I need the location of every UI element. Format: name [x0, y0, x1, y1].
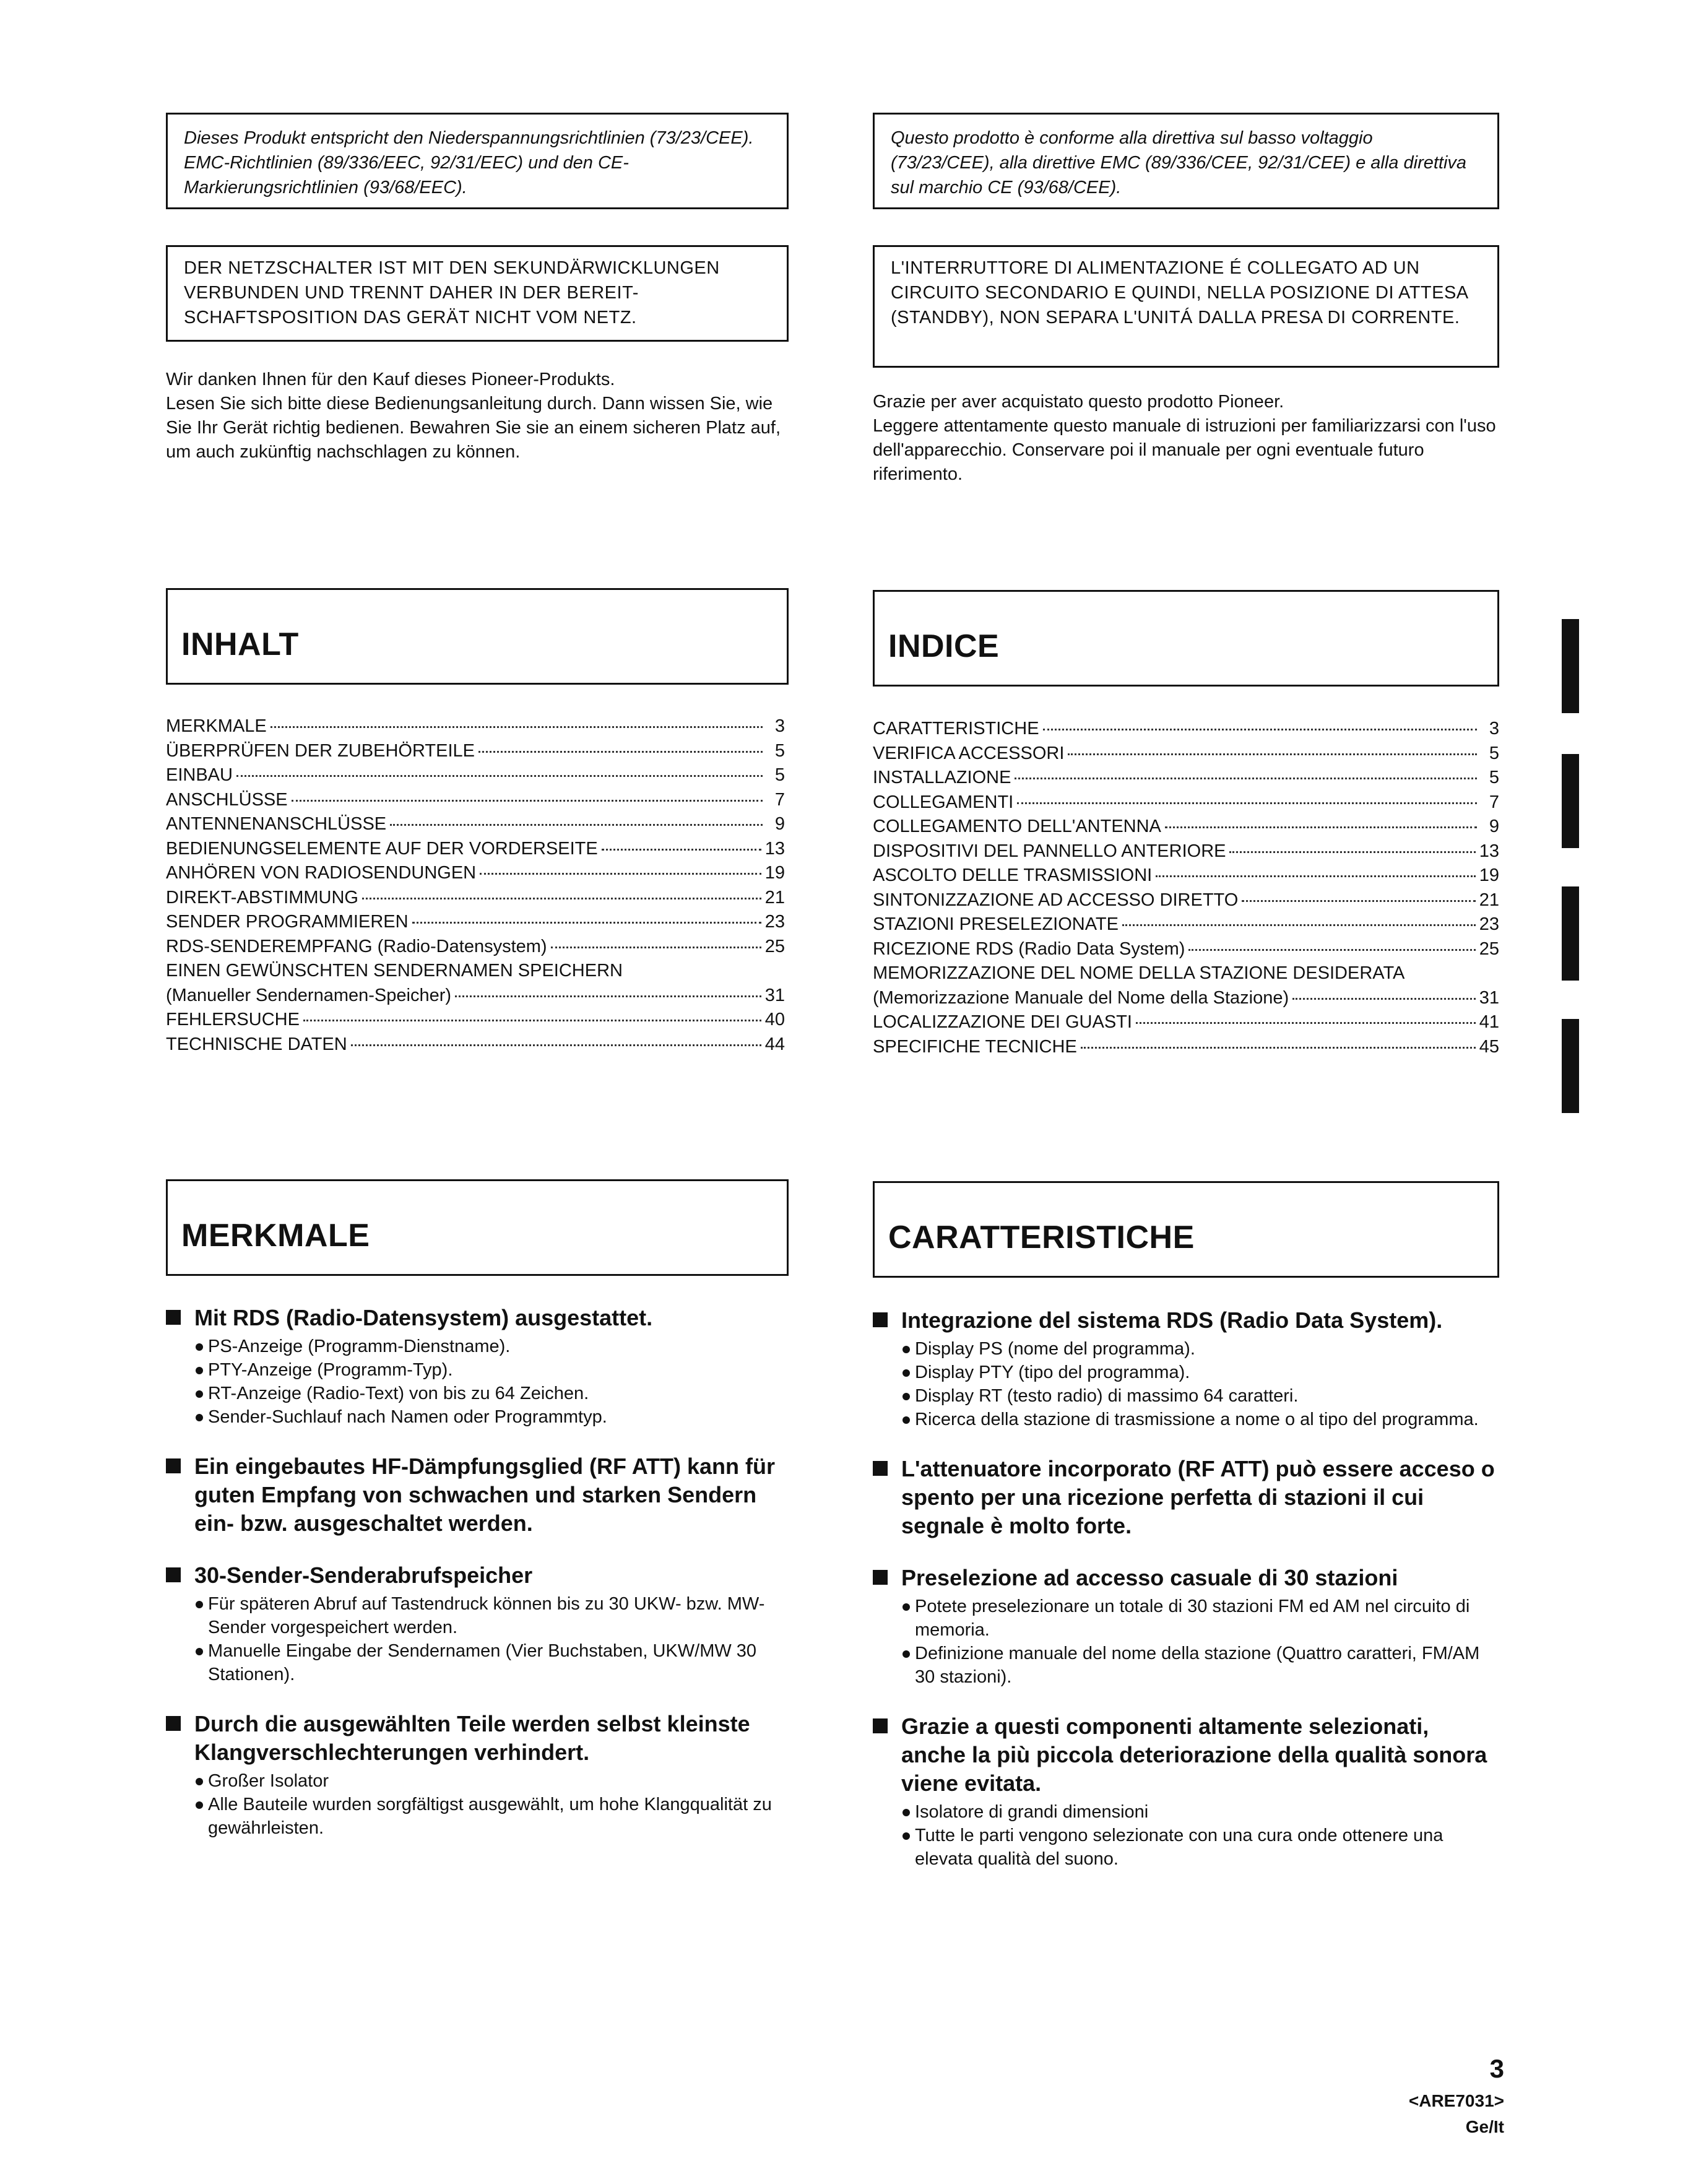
toc-entry-page: 13 — [1479, 841, 1499, 861]
feature-bullet: Alle Bauteile wurden sorgfältigst ausgewählt, um hohe Klangqualität zu gewährleisten. — [194, 1793, 789, 1840]
toc-entry[interactable] — [873, 766, 1499, 791]
feature-bullet: Großer Isolator — [194, 1769, 789, 1793]
language-tab-marker — [1562, 754, 1579, 848]
toc-entry-label: EINEN GEWÜNSCHTEN SENDERNAMEN SPEICHERN — [166, 961, 623, 981]
de-intro — [166, 368, 789, 464]
toc-entry[interactable] — [166, 910, 785, 935]
toc-entry[interactable] — [873, 791, 1499, 815]
feature-heading: Mit RDS (Radio-Datensystem) ausgestattet. — [194, 1305, 653, 1330]
toc-leader — [412, 922, 761, 924]
toc-entry-label: SENDER PROGRAMMIEREN — [166, 912, 409, 932]
feature-item — [166, 1452, 789, 1538]
toc-entry-label: INSTALLAZIONE — [873, 768, 1011, 787]
toc-entry-page: 7 — [774, 789, 785, 810]
toc-entry-page: 40 — [764, 1010, 785, 1029]
toc-leader — [1122, 924, 1476, 926]
feature-item — [873, 1455, 1499, 1540]
square-bullet-icon — [166, 1458, 181, 1473]
de-features-title: MERKMALE — [181, 1218, 370, 1254]
toc-entry[interactable] — [166, 984, 785, 1008]
it-features-heading-box — [873, 1181, 1499, 1278]
toc-entry-page: 25 — [1479, 938, 1499, 959]
square-bullet-icon — [166, 1310, 181, 1325]
toc-entry-label: DISPOSITIVI DEL PANNELLO ANTERIORE — [873, 841, 1226, 861]
feature-bullet: Definizione manuale del nome della stazione (Quattro caratteri, FM/AM 30 stazioni). — [901, 1642, 1499, 1689]
de-features-list — [166, 1304, 789, 1863]
toc-entry-page: 23 — [764, 912, 785, 932]
it-intro — [873, 390, 1499, 487]
toc-entry[interactable] — [873, 839, 1499, 864]
toc-entry-page: 9 — [1489, 817, 1499, 836]
toc-entry-page: 5 — [774, 740, 785, 761]
de-toc-heading-box — [166, 588, 789, 685]
toc-entry-label: SINTONIZZAZIONE AD ACCESSO DIRETTO — [873, 890, 1239, 910]
toc-entry-page: 45 — [1479, 1036, 1499, 1057]
toc-leader — [390, 824, 763, 826]
feature-bullet: Manuelle Eingabe der Sendernamen (Vier Buchstaben, UKW/MW 30 Stationen). — [194, 1639, 789, 1686]
feature-item — [873, 1306, 1499, 1431]
it-toc-heading-box — [873, 590, 1499, 687]
toc-leader — [1081, 1047, 1476, 1049]
toc-entry[interactable] — [166, 714, 785, 739]
toc-leader — [1188, 949, 1475, 951]
toc-entry-page: 41 — [1479, 1012, 1499, 1032]
it-compliance-notice — [873, 113, 1499, 209]
feature-item — [873, 1564, 1499, 1689]
square-bullet-icon — [873, 1312, 888, 1327]
it-toc-title: INDICE — [888, 628, 1000, 664]
toc-entry-page: 3 — [774, 716, 785, 736]
it-power-notice — [873, 245, 1499, 368]
feature-item — [166, 1561, 789, 1686]
it-features-list — [873, 1306, 1499, 1894]
feature-bullet: Für späteren Abruf auf Tastendruck können bis zu 30 UKW- bzw. MW-Sender vorgespeichert werden. — [194, 1592, 789, 1639]
language-tab-marker — [1562, 619, 1579, 713]
toc-entry-label: CARATTERISTICHE — [873, 719, 1039, 739]
toc-entry-label: FEHLERSUCHE — [166, 1010, 300, 1029]
feature-bullet: Isolatore di grandi dimensioni — [901, 1800, 1499, 1824]
feature-item — [166, 1304, 789, 1429]
toc-entry-page: 5 — [774, 765, 785, 785]
toc-entry-label: DIREKT-ABSTIMMUNG — [166, 887, 358, 908]
feature-bullet: Tutte le parti vengono selezionate con una cura onde ottenere una elevata qualità del suono. — [901, 1824, 1499, 1871]
toc-entry[interactable] — [166, 837, 785, 862]
toc-entry[interactable] — [873, 888, 1499, 913]
feature-heading: Preselezione ad accesso casuale di 30 stazioni — [901, 1565, 1398, 1590]
toc-leader — [1292, 998, 1476, 1000]
toc-entry[interactable] — [166, 886, 785, 911]
feature-item — [166, 1710, 789, 1840]
de-power-notice — [166, 245, 789, 342]
toc-entry-label: COLLEGAMENTI — [873, 792, 1014, 812]
toc-leader — [1136, 1022, 1476, 1024]
it-power-notice-text: L'INTERRUTTORE DI ALIMENTAZIONE É COLLEGATO AD UN CIRCUITO SECONDARIO E QUINDI, NELLA POSIZIONE DI ATTESA (STANDBY), NON SEPARA L'UNITÁ DALLA PRESA DI CORRENTE. — [891, 258, 1468, 327]
toc-entry-label: ASCOLTO DELLE TRASMISSIONI — [873, 865, 1153, 885]
it-intro-instructions: Leggere attentamente questo manuale di istruzioni per familiarizzarsi con l'uso dell'apparecchio. Conservare poi il manuale per ogni eventuale futuro riferimento. — [873, 416, 1496, 484]
de-intro-instructions: Lesen Sie sich bitte diese Bedienungsanleitung durch. Dann wissen Sie, wie Sie Ihr Gerät richtig bedienen. Bewahren Sie sie an einem sicheren Platz auf, um auch zukünftig nachschlagen zu können. — [166, 394, 781, 462]
toc-entry[interactable] — [166, 935, 785, 960]
toc-leader — [551, 947, 761, 948]
toc-leader — [480, 873, 761, 875]
toc-entry-page: 9 — [774, 814, 785, 834]
toc-entry-page: 7 — [1489, 792, 1499, 812]
toc-leader — [1017, 802, 1477, 804]
toc-entry-page: 19 — [1479, 865, 1499, 885]
toc-entry-label: SPECIFICHE TECNICHE — [873, 1036, 1077, 1057]
toc-leader — [1015, 778, 1477, 779]
toc-entry[interactable] — [873, 815, 1499, 839]
feature-heading: 30-Sender-Senderabrufspeicher — [194, 1562, 533, 1588]
toc-entry-label: ÜBERPRÜFEN DER ZUBEHÖRTEILE — [166, 740, 475, 761]
language-code: Ge/It — [1465, 2117, 1504, 2136]
toc-entry-label: ANSCHLÜSSE — [166, 789, 288, 810]
toc-entry — [873, 961, 1499, 986]
feature-heading: Durch die ausgewählten Teile werden selbst kleinste Klangverschlechterungen verhindert. — [194, 1711, 750, 1765]
de-toc-title: INHALT — [181, 626, 299, 662]
toc-entry-label: MEMORIZZAZIONE DEL NOME DELLA STAZIONE DESIDERATA — [873, 963, 1405, 983]
toc-entry[interactable] — [873, 912, 1499, 937]
de-compliance-notice — [166, 113, 789, 209]
toc-entry[interactable] — [873, 1035, 1499, 1060]
toc-entry[interactable] — [166, 812, 785, 837]
toc-entry-page: 21 — [764, 887, 785, 908]
toc-entry[interactable] — [873, 1010, 1499, 1035]
toc-entry-label: MERKMALE — [166, 716, 267, 736]
de-intro-thanks: Wir danken Ihnen für den Kauf dieses Pioneer-Produkts. — [166, 370, 615, 389]
feature-bullet: Potete preselezionare un totale di 30 stazioni FM ed AM nel circuito di memoria. — [901, 1595, 1499, 1642]
toc-leader — [1043, 729, 1477, 730]
toc-entry[interactable] — [166, 739, 785, 764]
toc-leader — [271, 726, 763, 728]
square-bullet-icon — [166, 1567, 181, 1582]
toc-entry-page: 31 — [764, 985, 785, 1005]
it-features-title: CARATTERISTICHE — [888, 1220, 1195, 1255]
toc-leader — [1242, 900, 1475, 902]
toc-entry[interactable] — [166, 861, 785, 886]
feature-bullet: Display PS (nome del programma). — [901, 1337, 1499, 1361]
document-code: <ARE7031> — [1408, 2091, 1504, 2110]
square-bullet-icon — [873, 1570, 888, 1585]
toc-entry-label: EINBAU — [166, 765, 233, 785]
it-compliance-text: Questo prodotto è conforme alla direttiva sul basso voltaggio (73/23/CEE), alla direttive EMC (89/336/CEE, 92/31/CEE) e alla direttiva sul marchio CE (93/68/CEE). — [891, 128, 1467, 197]
it-intro-thanks: Grazie per aver acquistato questo prodotto Pioneer. — [873, 392, 1284, 412]
toc-entry-page: 5 — [1489, 743, 1499, 763]
toc-leader — [1229, 851, 1475, 853]
toc-entry-page: 44 — [764, 1034, 785, 1054]
feature-bullet: Sender-Suchlauf nach Namen oder Programmtyp. — [194, 1405, 789, 1429]
toc-entry-label: (Manueller Sendernamen-Speicher) — [166, 985, 452, 1005]
toc-entry[interactable] — [873, 742, 1499, 766]
language-tab-marker — [1562, 886, 1579, 981]
toc-entry[interactable] — [873, 864, 1499, 888]
toc-leader — [455, 995, 761, 997]
toc-leader — [478, 751, 763, 753]
toc-entry-label: (Memorizzazione Manuale del Nome della Stazione) — [873, 987, 1289, 1008]
toc-entry-page: 23 — [1479, 914, 1499, 934]
feature-bullet: PS-Anzeige (Programm-Dienstname). — [194, 1335, 789, 1358]
feature-item — [873, 1712, 1499, 1871]
feature-bullet: RT-Anzeige (Radio-Text) von bis zu 64 Zeichen. — [194, 1382, 789, 1405]
feature-heading: Grazie a questi componenti altamente selezionati, anche la più piccola deteriorazione della qualità sonora viene evitata. — [901, 1714, 1487, 1796]
toc-entry — [166, 959, 785, 984]
toc-entry[interactable] — [166, 1033, 785, 1057]
de-power-notice-text: DER NETZSCHALTER IST MIT DEN SEKUNDÄRWICKLUNGEN VERBUNDEN UND TRENNT DAHER IN DER BEREIT-SCHAFTSPOSITION DAS GERÄT NICHT VOM NETZ. — [184, 258, 720, 327]
feature-heading: Integrazione del sistema RDS (Radio Data System). — [901, 1307, 1443, 1333]
toc-leader — [362, 898, 761, 899]
toc-entry-page: 21 — [1479, 890, 1499, 910]
toc-entry-page: 3 — [1489, 719, 1499, 739]
toc-leader — [236, 775, 763, 777]
toc-entry[interactable] — [166, 1008, 785, 1033]
toc-entry-label: ANHÖREN VON RADIOSENDUNGEN — [166, 863, 477, 883]
it-table-of-contents — [873, 717, 1499, 1059]
toc-entry[interactable] — [166, 763, 785, 788]
toc-entry-label: LOCALIZZAZIONE DEI GUASTI — [873, 1012, 1132, 1032]
toc-entry-label: VERIFICA ACCESSORI — [873, 743, 1065, 763]
toc-entry-label: TECHNISCHE DATEN — [166, 1034, 347, 1054]
toc-entry-page: 31 — [1479, 987, 1499, 1008]
toc-entry-label: RDS-SENDEREMPFANG (Radio-Datensystem) — [166, 936, 547, 956]
language-tab-marker — [1562, 1019, 1579, 1113]
toc-entry[interactable] — [873, 986, 1499, 1011]
toc-entry-page: 19 — [764, 863, 785, 883]
de-compliance-text: Dieses Produkt entspricht den Niederspannungsrichtlinien (73/23/CEE). EMC-Richtlinien (89/336/EEC, 92/31/EEC) und den CE-Markierungsrichtlinien (93/68/EEC). — [184, 128, 754, 197]
toc-leader — [303, 1020, 761, 1021]
toc-entry-label: ANTENNENANSCHLÜSSE — [166, 814, 387, 834]
feature-bullet: Display RT (testo radio) di massimo 64 caratteri. — [901, 1384, 1499, 1408]
toc-entry-page: 13 — [764, 838, 785, 859]
feature-bullet: PTY-Anzeige (Programm-Typ). — [194, 1358, 789, 1382]
de-features-heading-box — [166, 1179, 789, 1276]
toc-entry-label: BEDIENUNGSELEMENTE AUF DER VORDERSEITE — [166, 838, 598, 859]
toc-leader — [1068, 753, 1477, 755]
toc-leader — [1156, 875, 1475, 877]
toc-leader — [292, 800, 763, 802]
toc-leader — [1165, 826, 1477, 828]
square-bullet-icon — [166, 1716, 181, 1731]
feature-heading: L'attenuatore incorporato (RF ATT) può essere acceso o spento per una ricezione perfetta di stazioni il cui segnale è molto forte. — [901, 1456, 1495, 1538]
toc-entry[interactable] — [873, 717, 1499, 742]
feature-bullet: Display PTY (tipo del programma). — [901, 1361, 1499, 1384]
toc-entry-page: 25 — [764, 936, 785, 956]
de-table-of-contents — [166, 714, 785, 1057]
square-bullet-icon — [873, 1718, 888, 1733]
toc-entry-label: RICEZIONE RDS (Radio Data System) — [873, 938, 1185, 959]
square-bullet-icon — [873, 1461, 888, 1476]
feature-bullet: Ricerca della stazione di trasmissione a nome o al tipo del programma. — [901, 1408, 1499, 1431]
toc-entry[interactable] — [873, 937, 1499, 962]
toc-entry-page: 5 — [1489, 768, 1499, 787]
toc-leader — [602, 849, 761, 851]
toc-leader — [351, 1044, 761, 1046]
toc-entry[interactable] — [166, 788, 785, 813]
page-number: 3 — [1489, 2054, 1504, 2083]
feature-heading: Ein eingebautes HF-Dämpfungsglied (RF ATT) kann für guten Empfang von schwachen und starken Sendern ein- bzw. ausgeschaltet werden. — [194, 1454, 776, 1536]
toc-entry-label: STAZIONI PRESELEZIONATE — [873, 914, 1119, 934]
toc-entry-label: COLLEGAMENTO DELL'ANTENNA — [873, 817, 1161, 836]
